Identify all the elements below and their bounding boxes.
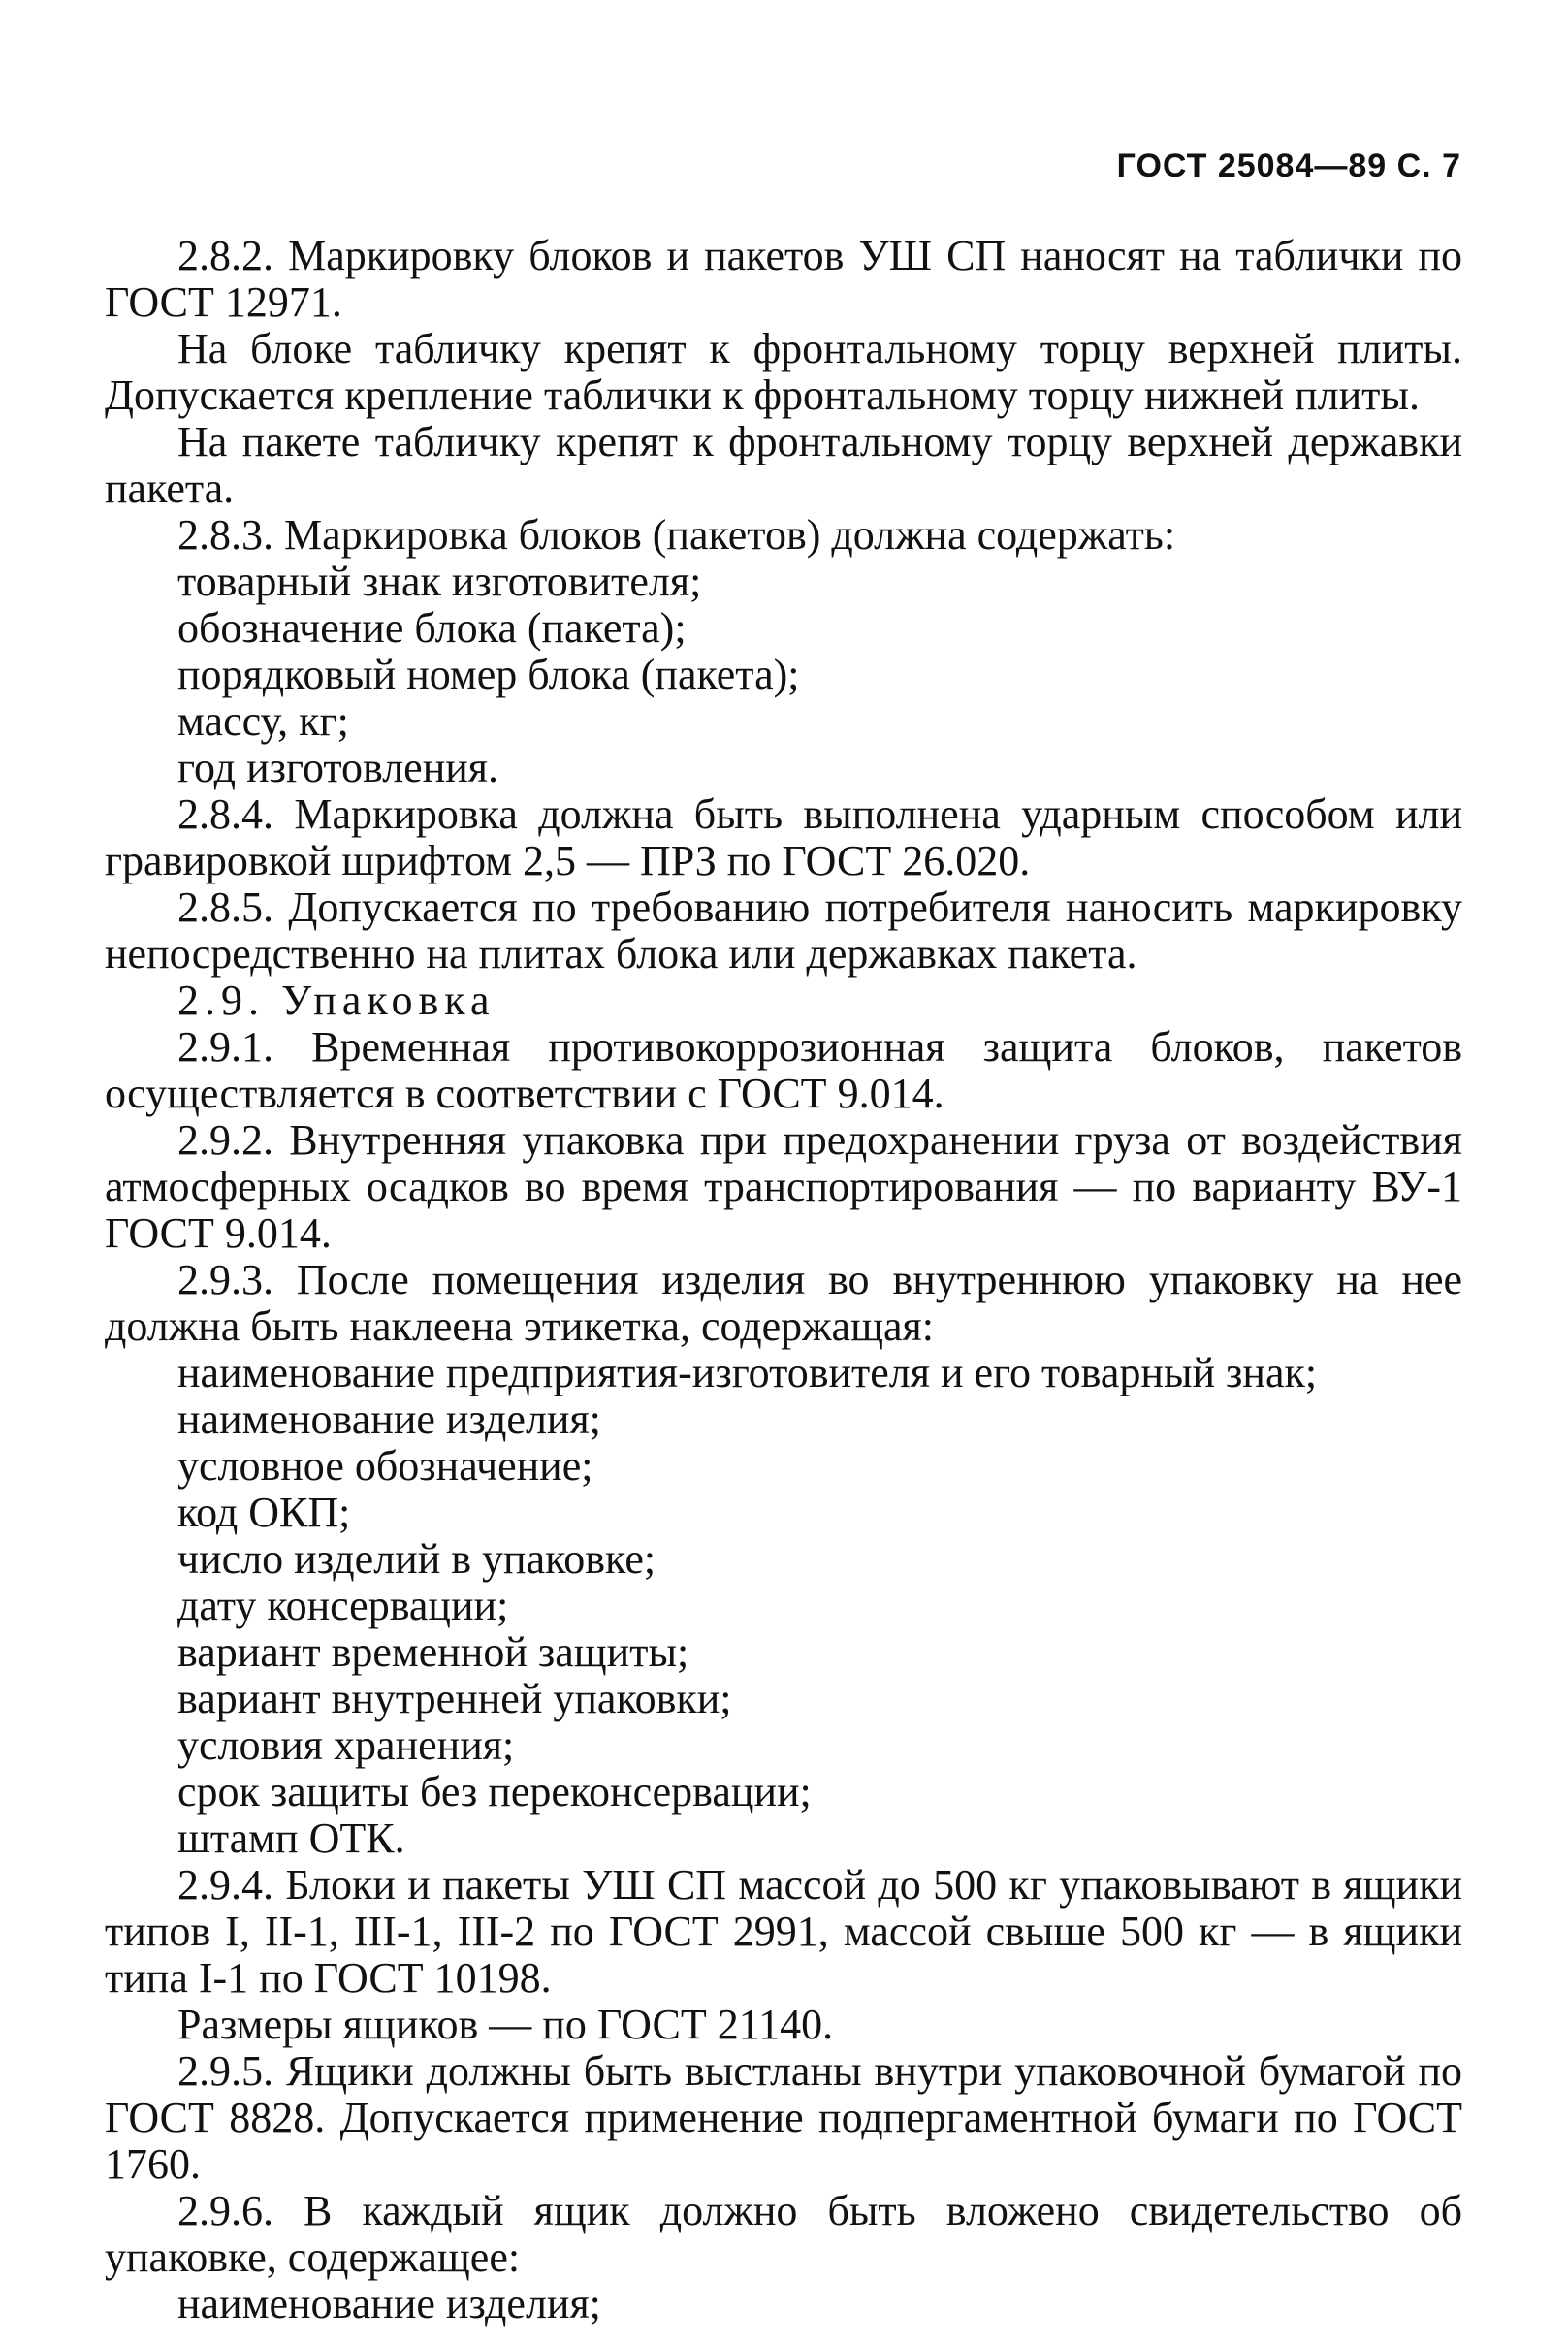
list-item: год изготовления. (177, 744, 499, 791)
list-item: условное обозначение; (177, 1442, 593, 1490)
paragraph: 2.8.5. Допускается по требованию потребителя наносить маркировку непосредственно на плитах блока или державках пакета. (105, 883, 1462, 978)
list-item: вариант внутренней упаковки; (177, 1675, 732, 1722)
paragraph: 2.9.2. Внутренняя упаковка при предохранении груза от воздействия атмосферных осадков во время транспортирования — по варианту ВУ-1 ГОСТ 9.014. (105, 1116, 1462, 1257)
list-item: товарный знак изготовителя; (177, 558, 702, 605)
paragraph: 2.9.4. Блоки и пакеты УШ СП массой до 500 кг упаковывают в ящики типов I, II-1, III-1, III-2 по ГОСТ 2991, массой свыше 500 кг — в ящики типа I-1 по ГОСТ 10198. (105, 1861, 1462, 2002)
list-item: код ОКП; (177, 1489, 351, 1536)
list-item: дату консервации; (177, 1582, 509, 1629)
list-item: порядковый номер блока (пакета); (177, 651, 800, 698)
paragraph: На блоке табличку крепят к фронтальному торцу верхней плиты. Допускается крепление таблички к фронтальному торцу нижней плиты. (105, 325, 1462, 419)
page-header: ГОСТ 25084—89 С. 7 (1116, 147, 1461, 184)
paragraph: 2.8.2. Маркировку блоков и пакетов УШ СП наносят на таблички по ГОСТ 12971. (105, 232, 1462, 326)
list-item: число изделий в упаковке; (177, 1535, 656, 1583)
list-item: условия хранения; (177, 1721, 515, 1769)
list-item: наименование предприятия-изготовителя и его товарный знак; (177, 1349, 1318, 1396)
list-item: обозначение блока (пакета); (177, 604, 687, 652)
paragraph: Размеры ящиков — по ГОСТ 21140. (177, 2001, 834, 2048)
list-item: наименование изделия; (177, 1396, 601, 1443)
paragraph: 2.8.4. Маркировка должна быть выполнена ударным способом или гравировкой шрифтом 2,5 — ПРЗ по ГОСТ 26.020. (105, 790, 1462, 884)
paragraph: 2.8.3. Маркировка блоков (пакетов) должна содержать: (177, 511, 1176, 559)
paragraph: На пакете табличку крепят к фронтальному торцу верхней державки пакета. (105, 418, 1462, 512)
list-item: штамп ОТК. (177, 1814, 405, 1862)
paragraph: 2.9.1. Временная противокоррозионная защита блоков, пакетов осуществляется в соответствии с ГОСТ 9.014. (105, 1023, 1462, 1117)
paragraph: 2.9.5. Ящики должны быть выстланы внутри упаковочной бумагой по ГОСТ 8828. Допускается применение подпергаментной бумаги по ГОСТ 1760. (105, 2047, 1462, 2188)
list-item: вариант временной защиты; (177, 1628, 689, 1676)
paragraph: 2.9.3. После помещения изделия во внутреннюю упаковку на нее должна быть наклеена этикетка, содержащая: (105, 1256, 1462, 1350)
document-body (105, 233, 1462, 2327)
paragraph: 2.9.6. В каждый ящик должно быть вложено свидетельство об упаковке, содержащее: (105, 2187, 1462, 2281)
list-item: массу, кг; (177, 697, 349, 745)
section-heading: 2.9. Упаковка (177, 977, 496, 1024)
list-item: срок защиты без переконсервации; (177, 1768, 812, 1815)
list-item: наименование изделия; (177, 2280, 601, 2327)
